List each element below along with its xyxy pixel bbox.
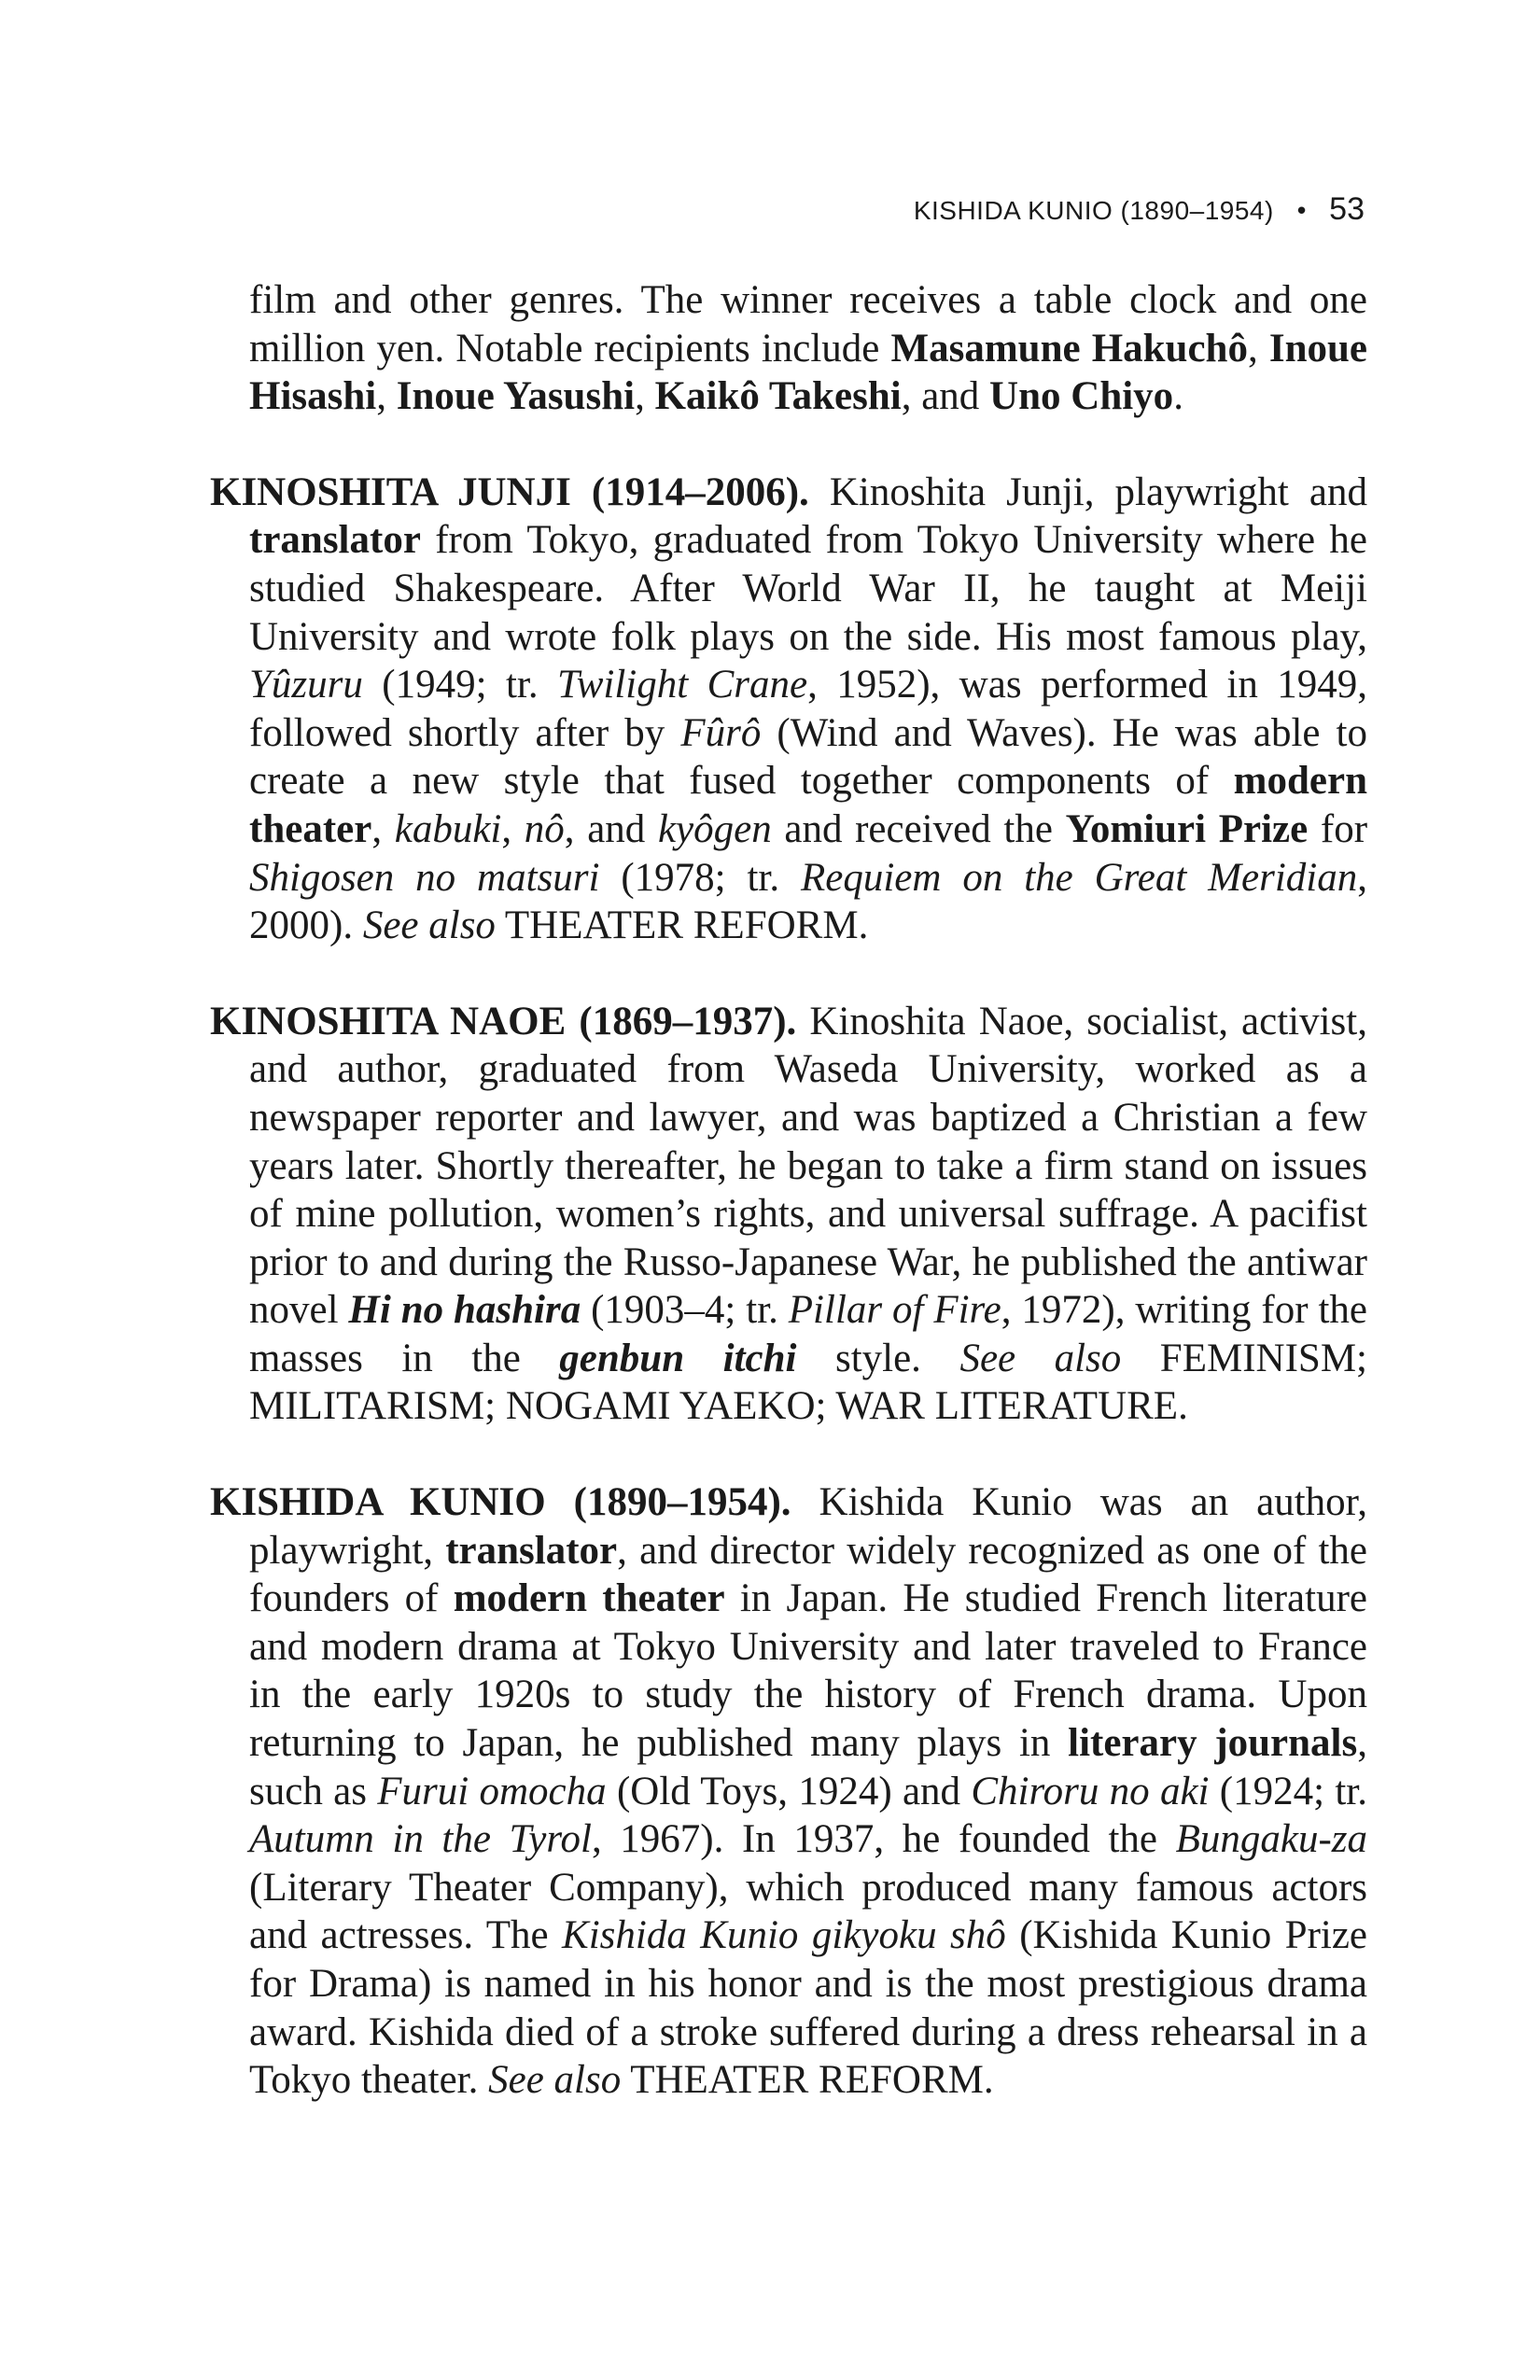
italic-text: Autumn in the Tyrol [249,1817,592,1862]
cross-reference: literary journals [1068,1721,1358,1766]
cross-reference: Hi no hashira [348,1288,581,1333]
italic-text: See also [362,903,496,948]
italic-text: kabuki [394,806,502,851]
italic-text: Furui omocha [377,1769,607,1813]
cross-reference: Kaikô Takeshi [654,374,902,419]
body-text: (Old Toys, 1924) and [606,1769,972,1813]
body-text: (1924; tr. [1209,1769,1367,1813]
entry-kinoshita-naoe [210,998,1367,1431]
body-text: , 1967). In 1937, he founded the [591,1817,1176,1862]
entry-headword: KISHIDA KUNIO (1890–1954). [210,1480,791,1525]
body-text: Kinoshita Naoe, socialist, activist, and author, graduated from Waseda University, worked as a newspaper reporter and lawyer, and was baptized a Christian a few years later. Shortly thereafter, he began to take a firm stand on issues of mine pollution, women’s rights, and universal suffrage. A pacifist prior to and during the Russo-Japanese War, he published the antiwar novel [249,999,1367,1333]
italic-text: See also [959,1336,1122,1380]
italic-text: nô [524,806,565,851]
body-text: for [1308,806,1368,851]
body-text: , 2000). [249,855,1367,948]
body-text: style. [796,1336,960,1380]
cross-reference: modern theater [249,759,1367,851]
running-head [914,191,1365,228]
italic-text: Shigosen no matsuri [249,855,600,900]
body-text: , 1952), was performed in 1949, followed shortly after by [249,663,1367,755]
running-head-title: KISHIDA KUNIO (1890–1954) [913,196,1274,225]
body-text: Kinoshita Junji, playwright and [808,469,1367,514]
body-text: (1978; tr. [599,855,801,900]
continuation-paragraph [210,276,1367,421]
body-text: and received the [771,806,1066,851]
cross-reference: translator [445,1528,618,1573]
body-text: (1903–4; tr. [581,1288,789,1333]
italic-text: See also [488,2058,622,2103]
body-text: from Tokyo, graduated from Tokyo University where he studied Shakespeare. After World War II, he taught at Meiji University and wrote folk plays on the side. His most famous play, [249,518,1367,659]
body-text: THEATER REFORM. [495,903,869,948]
body-text: , [376,374,397,419]
entry-headword: KINOSHITA NAOE (1869–1937). [210,999,797,1043]
body-text: , 1972), writing for the masses in the [249,1288,1367,1380]
italic-text: Fûrô [680,710,762,755]
entry-kinoshita-junji [210,469,1367,950]
italic-text: Twilight Crane [556,663,808,707]
italic-text: Requiem on the Great Meridian [801,855,1358,900]
body-text: (Literary Theater Company), which produced many famous actors and actresses. The [249,1865,1367,1958]
italic-text: Bungaku-za [1175,1817,1367,1862]
body-text: THEATER REFORM. [621,2058,994,2103]
cross-reference: Uno Chiyo [989,374,1174,419]
page-body [210,276,1367,2152]
body-text: FEMINISM; MILITARISM; NOGAMI YAEKO; WAR LITERATURE. [249,1336,1367,1429]
cross-reference: Masamune Hakuchô [890,326,1248,371]
italic-text: Yûzuru [249,663,363,707]
page-number: 53 [1329,191,1365,227]
body-text: , and director widely recognized as one of the founders of [249,1528,1367,1621]
cross-reference: translator [249,518,421,563]
body-text: , and [564,806,658,851]
entry-headword: KINOSHITA JUNJI (1914–2006). [210,469,809,514]
cross-reference: modern theater [453,1576,725,1621]
body-text: . [1173,374,1183,419]
body-text: Kishida Kunio was an author, playwright, [249,1480,1367,1573]
body-text: , [635,374,655,419]
italic-text: Chiroru no aki [971,1769,1210,1813]
entry-kishida-kunio [210,1478,1367,2105]
body-text: , [371,806,395,851]
cross-reference: Yomiuri Prize [1065,806,1309,851]
body-text: in Japan. He studied French literature and modern drama at Tokyo University and later traveled to France in the early 1920s to study the history of French drama. Upon returning to Japan, he published many plays in [249,1576,1367,1766]
italic-text: Pillar of Fire [788,1288,1001,1333]
body-text: (Wind and Waves). He was able to create a new style that fused together components of [249,710,1367,804]
body-text: (Kishida Kunio Prize for Drama) is named in his honor and is the most prestigious drama award. Kishida died of a stroke suffered during a dress rehearsal in a Tokyo theater. [249,1913,1368,2103]
body-text: film and other genres. The winner receives a table clock and one million yen. Notable recipients include [249,278,1367,371]
italic-text: Kishida Kunio gikyoku shô [562,1913,1006,1958]
body-text: , [1247,326,1269,371]
body-text: (1949; tr. [362,663,557,707]
cross-reference: Inoue Hisashi [249,326,1367,419]
cross-reference: genbun itchi [559,1336,797,1380]
body-text: , such as [249,1721,1367,1813]
cross-reference: Inoue Yasushi [396,374,636,419]
italic-text: kyôgen [657,806,772,851]
bullet-separator: • [1294,198,1309,226]
body-text: , and [901,374,990,419]
body-text: , [501,806,525,851]
